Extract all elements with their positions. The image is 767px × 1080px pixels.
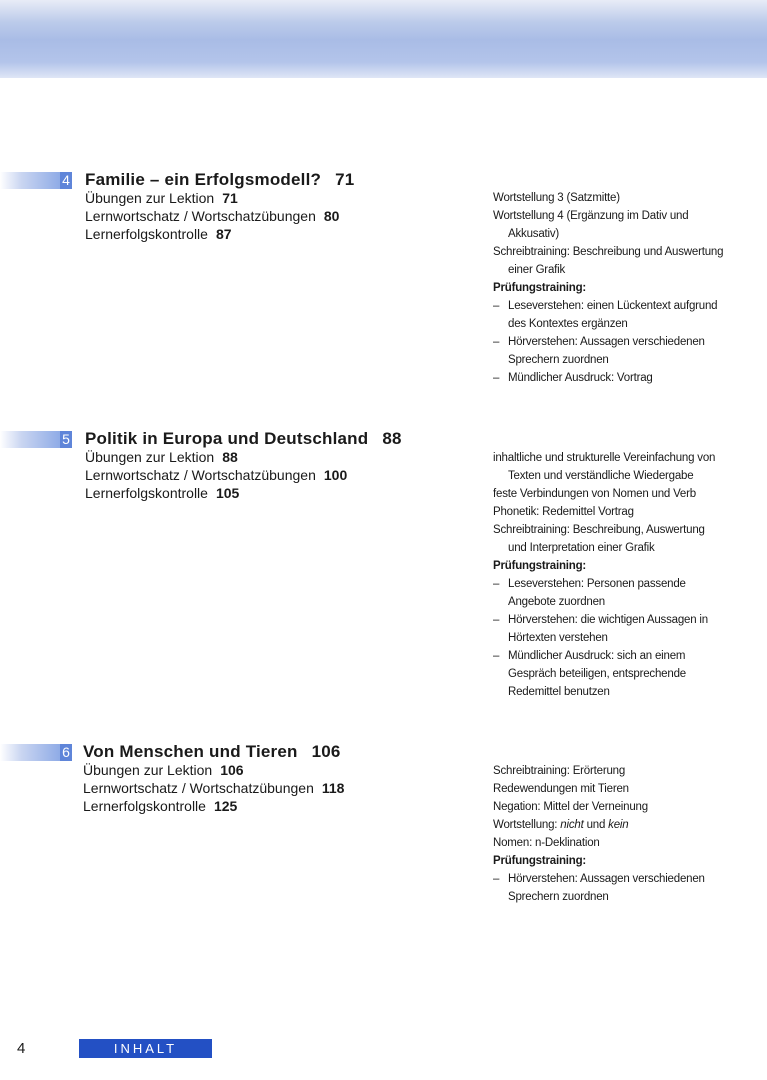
sub-entry-uebungen[interactable] xyxy=(85,449,238,465)
dash-icon: – xyxy=(493,578,500,590)
sub-entry-page: 118 xyxy=(321,780,345,796)
topic-line: des Kontextes ergänzen xyxy=(508,318,628,330)
topic-bullet-text: Hörverstehen: Aussagen verschiedenen xyxy=(508,336,705,348)
sub-entry-label: Lernerfolgskontrolle xyxy=(85,226,208,242)
wortstellung-nicht: nicht xyxy=(560,819,584,831)
dash-icon: – xyxy=(493,336,500,348)
lesson-title[interactable] xyxy=(85,170,354,190)
sub-entry-lernwortschatz[interactable] xyxy=(85,467,347,483)
topic-line: Redemittel benutzen xyxy=(508,686,610,698)
topic-line: feste Verbindungen von Nomen und Verb xyxy=(493,488,696,500)
topic-bullet xyxy=(493,297,723,315)
topic-bullet-text: Hörverstehen: die wichtigen Aussagen in xyxy=(508,614,708,626)
topic-heading: Prüfungstraining: xyxy=(493,282,587,294)
section-label-bar: INHALT xyxy=(79,1039,212,1058)
sub-entry-uebungen[interactable] xyxy=(83,762,244,778)
lesson-title-page: 106 xyxy=(311,742,341,761)
topic-bullet xyxy=(493,333,723,351)
topic-heading: Prüfungstraining: xyxy=(493,560,587,572)
wortstellung-mid: und xyxy=(583,819,609,831)
dash-icon: – xyxy=(493,873,500,885)
lesson-number-badge: 6 xyxy=(60,744,72,761)
sub-entry-page: 106 xyxy=(220,762,244,778)
topic-line: Angebote zuordnen xyxy=(508,596,605,608)
dash-icon: – xyxy=(493,372,500,384)
topic-line: inhaltliche und strukturelle Vereinfachung von xyxy=(493,452,716,464)
sub-entry-page: 105 xyxy=(215,485,240,501)
sub-entry-label: Übungen zur Lektion xyxy=(85,449,215,465)
topic-line: Phonetik: Redemittel Vortrag xyxy=(493,506,634,518)
topic-line: Redewendungen mit Tieren xyxy=(493,783,629,795)
sub-entry-page: 88 xyxy=(222,449,238,465)
lesson-number-bar xyxy=(0,744,72,761)
topic-line: Schreibtraining: Beschreibung und Auswertung xyxy=(493,246,724,258)
topic-bullet-text: Leseverstehen: einen Lückentext aufgrund xyxy=(508,300,718,312)
sub-entry-uebungen[interactable] xyxy=(85,190,238,206)
topic-line: Wortstellung 4 (Ergänzung im Dativ und xyxy=(493,210,689,222)
topic-bullet-text: Hörverstehen: Aussagen verschiedenen xyxy=(508,873,705,885)
sub-entry-page: 100 xyxy=(323,467,348,483)
sub-entry-label: Lernerfolgskontrolle xyxy=(83,798,206,814)
sub-entry-page: 71 xyxy=(222,190,238,206)
sub-entry-lernwortschatz[interactable] xyxy=(83,780,344,796)
lesson-4-topics xyxy=(493,189,723,387)
sub-entry-label: Übungen zur Lektion xyxy=(83,762,213,778)
lesson-title-text: Familie – ein Erfolgsmodell? xyxy=(85,170,322,189)
topic-line: einer Grafik xyxy=(508,264,566,276)
sub-entry-lernerfolgskontrolle[interactable] xyxy=(85,485,239,501)
dash-icon: – xyxy=(493,650,500,662)
topic-line: Sprechern zuordnen xyxy=(508,354,609,366)
topic-bullet xyxy=(493,369,723,387)
topic-line: Schreibtraining: Erörterung xyxy=(493,765,626,777)
sub-entry-page: 125 xyxy=(213,798,238,814)
topic-line: Wortstellung 3 (Satzmitte) xyxy=(493,192,620,204)
sub-entry-page: 80 xyxy=(323,208,340,224)
topic-bullet xyxy=(493,647,723,665)
lesson-title[interactable] xyxy=(83,742,341,762)
dash-icon: – xyxy=(493,614,500,626)
wortstellung-prefix: Wortstellung: xyxy=(493,819,561,831)
sub-entry-label: Lernwortschatz / Wortschatzübungen xyxy=(85,208,316,224)
sub-entry-label: Lernwortschatz / Wortschatzübungen xyxy=(83,780,314,796)
topic-heading: Prüfungstraining: xyxy=(493,855,587,867)
lesson-number-badge: 5 xyxy=(60,431,72,448)
lesson-number-badge: 4 xyxy=(60,172,72,189)
lesson-title-text: Politik in Europa und Deutschland xyxy=(85,429,369,448)
topic-line: Hörtexten verstehen xyxy=(508,632,608,644)
topic-line: Schreibtraining: Beschreibung, Auswertung xyxy=(493,524,705,536)
topic-bullet xyxy=(493,575,723,593)
sub-entry-label: Lernwortschatz / Wortschatzübungen xyxy=(85,467,316,483)
dash-icon: – xyxy=(493,300,500,312)
topic-bullet xyxy=(493,870,723,888)
page-number: 4 xyxy=(17,1040,26,1057)
topic-line: und Interpretation einer Grafik xyxy=(508,542,655,554)
lesson-number-bar xyxy=(0,431,72,448)
topic-line: Akkusativ) xyxy=(508,228,560,240)
sub-entry-lernwortschatz[interactable] xyxy=(85,208,339,224)
lesson-6-topics xyxy=(493,762,723,906)
topic-line: Sprechern zuordnen xyxy=(508,891,609,903)
header-color-band xyxy=(0,0,767,78)
wortstellung-kein: kein xyxy=(608,819,629,831)
sub-entry-page: 87 xyxy=(215,226,232,242)
topic-line-wortstellung xyxy=(493,816,723,834)
topic-line: Texten und verständliche Wiedergabe xyxy=(508,470,694,482)
topic-line: Negation: Mittel der Verneinung xyxy=(493,801,648,813)
sub-entry-lernerfolgskontrolle[interactable] xyxy=(85,226,232,242)
topic-bullet-text: Mündlicher Ausdruck: sich an einem xyxy=(508,650,686,662)
lesson-title-page: 71 xyxy=(335,170,355,189)
lesson-5-topics xyxy=(493,449,723,701)
sub-entry-lernerfolgskontrolle[interactable] xyxy=(83,798,237,814)
lesson-title-text: Von Menschen und Tieren xyxy=(83,742,298,761)
topic-bullet-text: Leseverstehen: Personen passende xyxy=(508,578,686,590)
topic-bullet-text: Mündlicher Ausdruck: Vortrag xyxy=(508,372,653,384)
topic-bullet xyxy=(493,611,723,629)
sub-entry-label: Übungen zur Lektion xyxy=(85,190,215,206)
topic-line: Gespräch beteiligen, entsprechende xyxy=(508,668,686,680)
topic-line: Nomen: n-Deklination xyxy=(493,837,600,849)
lesson-title[interactable] xyxy=(85,429,402,449)
lesson-number-bar xyxy=(0,172,72,189)
sub-entry-label: Lernerfolgskontrolle xyxy=(85,485,208,501)
lesson-title-page: 88 xyxy=(382,429,402,448)
